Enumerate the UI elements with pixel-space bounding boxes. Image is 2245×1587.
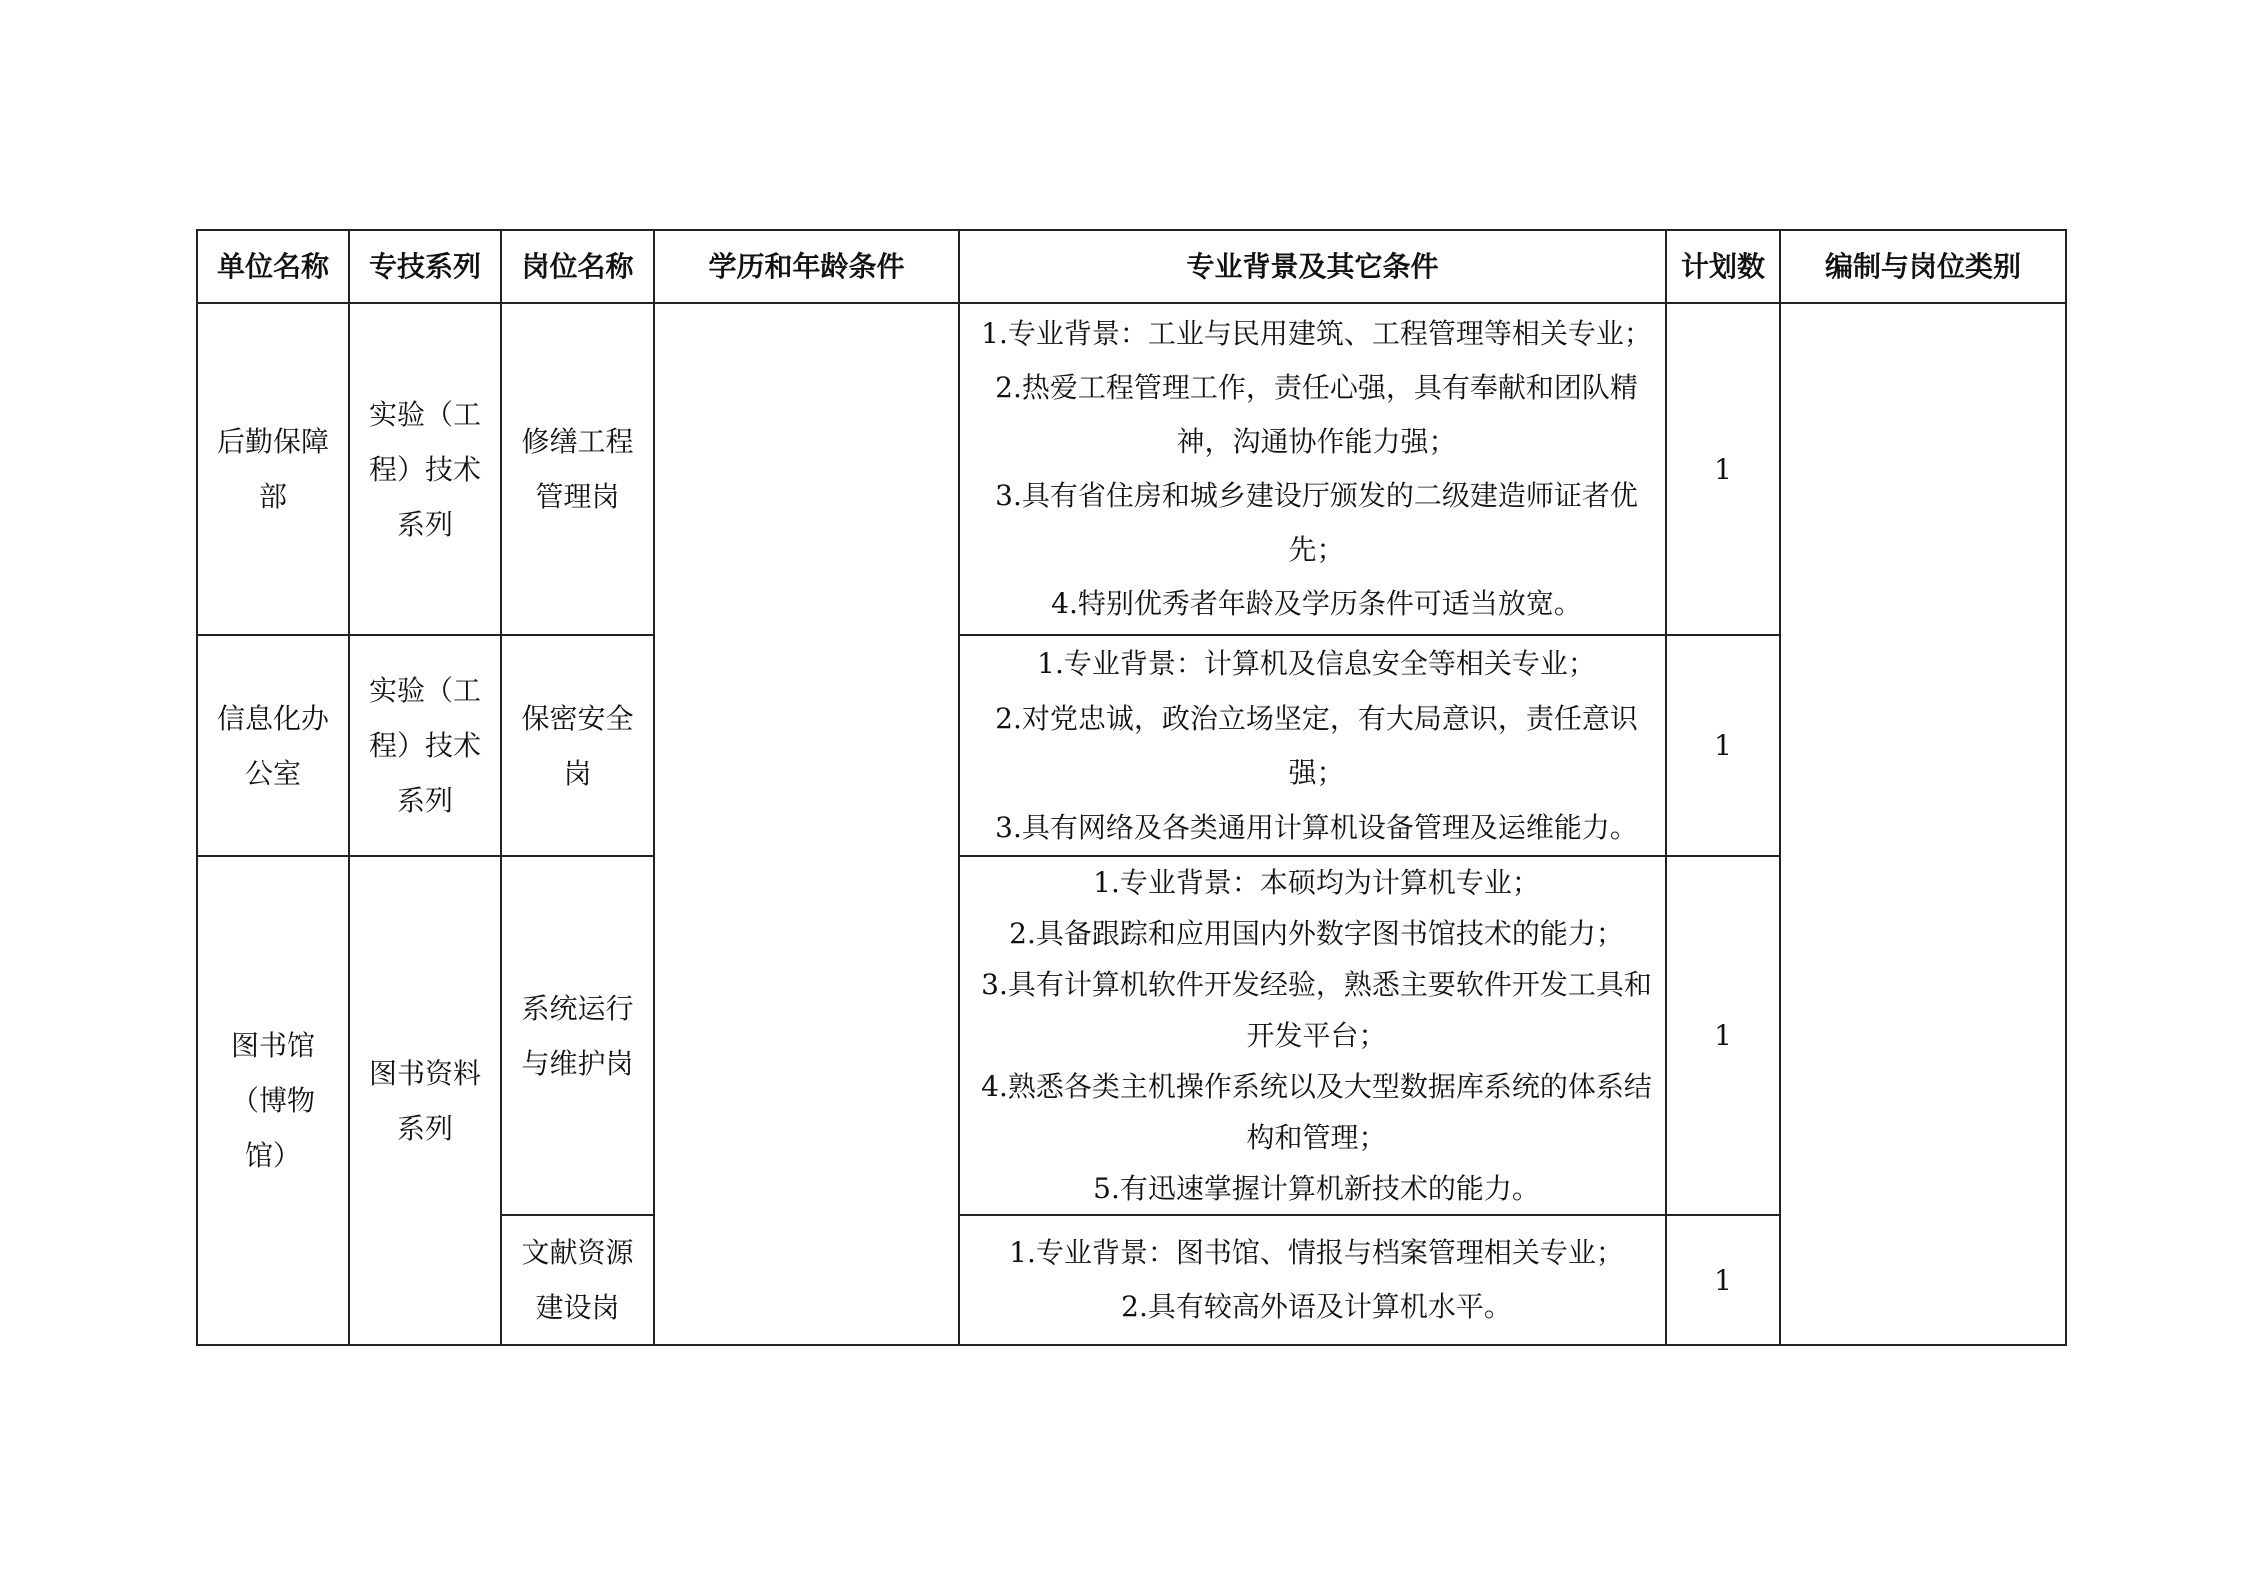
conditions-cell [959,856,1666,1215]
unit-cell [197,303,349,635]
unit-name: 信息化办公室 [216,701,329,790]
condition-line: 2.热爱工程管理工作，责任心强，具有奉献和团队精神，沟通协作能力强； [995,371,1638,458]
plan-count: 1 [1666,303,1780,635]
condition-line: 2.具备跟踪和应用国内外数字图书馆技术的能力； [1009,917,1624,950]
header-plan: 计划数 [1666,230,1780,303]
header-post: 岗位名称 [501,230,654,303]
table-header-row [197,230,2066,303]
plan-count: 1 [1666,1215,1780,1345]
series-cell [349,635,501,856]
post-name: 保密安全岗 [521,701,634,790]
conditions-cell [959,1215,1666,1345]
header-unit: 单位名称 [197,230,349,303]
condition-line: 1.专业背景：工业与民用建筑、工程管理等相关专业； [981,317,1652,350]
header-education-age: 学历和年龄条件 [654,230,959,303]
post-name: 文献资源建设岗 [521,1236,634,1324]
category-cell [1780,303,2066,1345]
series-name: 实验（工程）技术系列 [368,674,481,817]
plan-count: 1 [1666,635,1780,856]
header-background: 专业背景及其它条件 [959,230,1666,303]
condition-line: 3.具有省住房和城乡建设厅颁发的二级建造师证者优先； [995,479,1638,566]
condition-line: 3.具有计算机软件开发经验，熟悉主要软件开发工具和开发平台； [981,968,1652,1052]
series-name: 图书资料系列 [368,1056,481,1145]
condition-line: 3.具有网络及各类通用计算机设备管理及运维能力。 [995,811,1638,844]
post-cell [501,303,654,635]
education-age-cell [654,303,959,1345]
unit-cell [197,635,349,856]
condition-line: 1.专业背景：图书馆、情报与档案管理相关专业； [1009,1236,1624,1269]
unit-name: 后勤保障部 [216,425,329,513]
series-cell [349,856,501,1345]
conditions-cell [959,303,1666,635]
condition-line: 5.有迅速掌握计算机新技术的能力。 [1093,1172,1540,1205]
recruitment-positions-table [196,229,2067,1346]
unit-name: 图书馆（博物馆） [230,1029,315,1172]
conditions-cell [959,635,1666,856]
post-cell [501,1215,654,1345]
condition-line: 2.具有较高外语及计算机水平。 [1121,1290,1512,1323]
post-name: 修缮工程管理岗 [521,425,634,513]
condition-line: 1.专业背景：计算机及信息安全等相关专业； [1037,647,1596,680]
unit-cell [197,856,349,1345]
post-cell [501,856,654,1215]
condition-line: 2.对党忠诚，政治立场坚定，有大局意识，责任意识强； [995,702,1638,789]
header-category: 编制与岗位类别 [1780,230,2066,303]
post-cell [501,635,654,856]
series-name: 实验（工程）技术系列 [368,397,481,541]
series-cell [349,303,501,635]
post-name: 系统运行与维护岗 [521,991,634,1080]
condition-line: 4.特别优秀者年龄及学历条件可适当放宽。 [1051,587,1582,620]
condition-line: 1.专业背景：本硕均为计算机专业； [1093,866,1540,899]
condition-line: 4.熟悉各类主机操作系统以及大型数据库系统的体系结构和管理； [981,1070,1652,1154]
plan-count: 1 [1666,856,1780,1215]
table-row [197,303,2066,635]
header-series: 专技系列 [349,230,501,303]
